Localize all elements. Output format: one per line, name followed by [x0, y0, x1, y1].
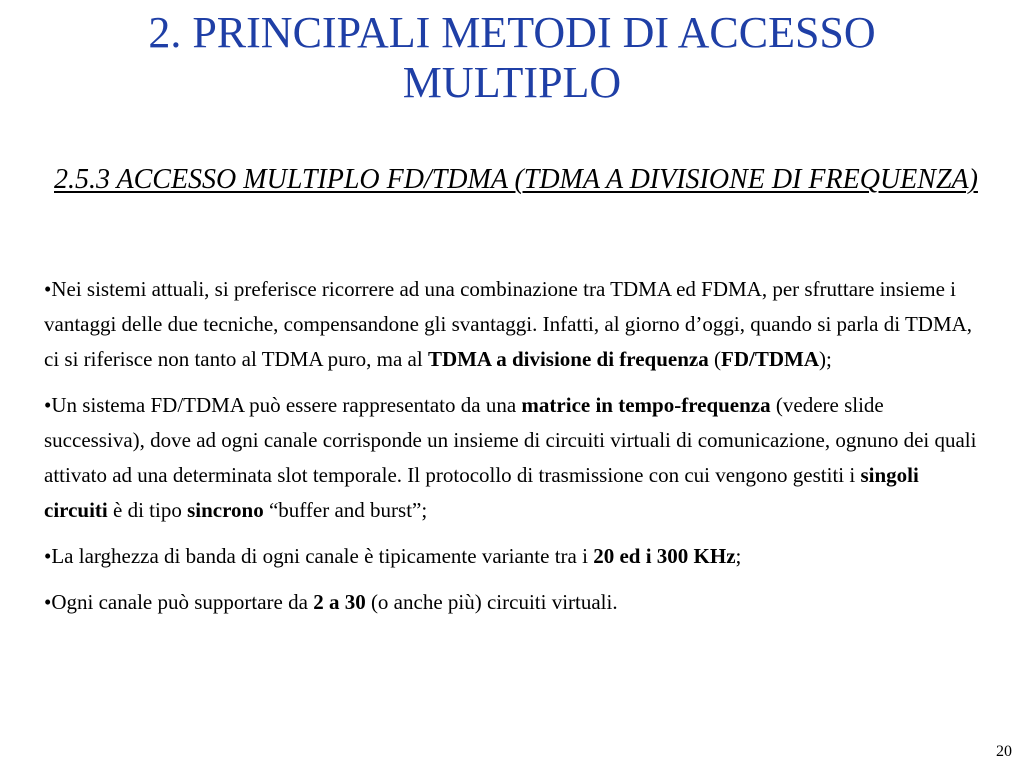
bullet-4-bold-a: 2 a 30 [313, 590, 366, 614]
bullet-item-4 [44, 585, 984, 620]
bullet-4-text-a: •Ogni canale può supportare da [44, 590, 314, 614]
bullet-1-text-b: ( [708, 347, 721, 371]
slide-title-line-1: 2. PRINCIPALI METODI DI ACCESSO [148, 8, 876, 57]
bullet-2-text-b: (vedere slide successiva), dove ad ogni canale corrisponde un insieme di circuiti virtuali di comunicazione, ognuno dei quali attivato ad una determinata slot temporale. Il protocollo di trasmissione con cui vengono gestiti i [44, 393, 977, 487]
bullet-3-bold-a: 20 ed i 300 KHz [593, 544, 736, 568]
bullet-list [44, 272, 984, 631]
bullet-3-text-a: •La larghezza di banda di ogni canale è tipicamente variante tra i [44, 544, 594, 568]
bullet-2-bold-c: sincrono [187, 498, 264, 522]
page-number: 20 [996, 743, 1012, 760]
bullet-1-text-a: •Nei sistemi attuali, si preferisce ricorrere ad una combinazione tra TDMA ed FDMA, per sfruttare insieme i vantaggi delle due tecniche, compensandone gli svantaggi. Infatti, al giorno d’oggi, quando si parla di TDMA, ci si riferisce non tanto al TDMA puro, ma al [44, 277, 973, 371]
bullet-2-text-d: “buffer and burst”; [263, 498, 428, 522]
bullet-1-bold-a: TDMA a divisione di frequenza [427, 347, 709, 371]
bullet-item-2 [44, 388, 984, 528]
bullet-item-3 [44, 539, 984, 574]
bullet-2-bold-b: singoli circuiti [44, 463, 919, 522]
slide-title [40, 8, 984, 108]
bullet-2-bold-a: matrice in tempo-frequenza [521, 393, 771, 417]
bullet-1-bold-b: FD/TDMA [721, 347, 819, 371]
bullet-4-text-b: (o anche più) circuiti virtuali. [365, 590, 618, 614]
bullet-1-text-c: ); [819, 347, 832, 371]
bullet-item-1 [44, 272, 984, 377]
bullet-2-text-c: è di tipo [107, 498, 188, 522]
bullet-3-text-b: ; [735, 544, 742, 568]
slide-title-line-2: MULTIPLO [402, 58, 622, 107]
bullet-2-text-a: •Un sistema FD/TDMA può essere rappresentato da una [44, 393, 522, 417]
section-subtitle: 2.5.3 ACCESSO MULTIPLO FD/TDMA (TDMA A DIVISIONE DI FREQUENZA) [54, 164, 978, 195]
